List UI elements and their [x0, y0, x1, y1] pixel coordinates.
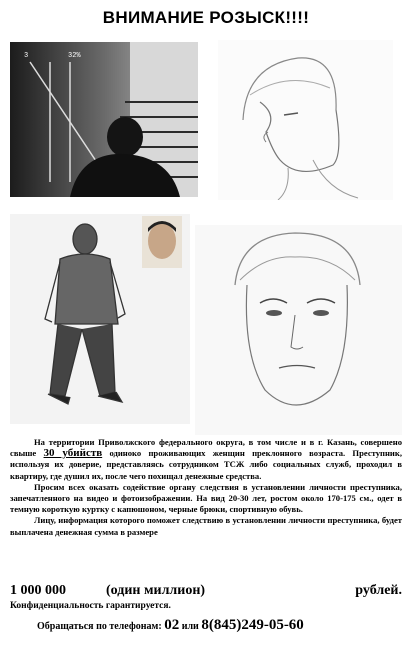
paragraph-appeal: Просим всех оказать содействие органу следствия в установлении личности преступника, запечатленного на видео и фотоизображении. На вид 20-30 лет, ростом около 170-175 см., одет в темную короткую куртку с капюшоном, черные брюки, спортивную обувь. [10, 481, 402, 515]
reward-amount: 1 000 000 [10, 583, 66, 598]
fullbody-sketch [10, 214, 190, 424]
crimes-text-b: одиноко проживающих женщин преклонного возраста. Преступник, используя их доверие, представляясь сотрудником ТСЖ либо социальных служб, проходил в квартиру, где душил их, после чего похищал денежные средства. [10, 448, 402, 481]
camera-number: 3 [24, 52, 29, 60]
zoom-level: 32% [68, 52, 81, 60]
reward-currency: рублей. [355, 583, 402, 598]
page-title: ВНИМАНИЕ РОЗЫСК!!!! [102, 8, 310, 27]
kill-count: 30 убийств [43, 447, 103, 460]
contact-joiner: или [181, 621, 199, 632]
contact-prefix: Обращаться по телефонам: [37, 621, 162, 632]
paragraph-reward: Лицу, информация которого поможет следствию в установлении личности преступника, будет выплачена денежная сумма в размере [10, 515, 402, 537]
crimes-text-a: На территории Приволжского федерального округа, в том числе и в г. Казань, совершено свыше [10, 437, 402, 459]
description-text [10, 437, 402, 538]
paragraph-crimes [10, 437, 402, 482]
profile-sketch [218, 40, 393, 200]
frontal-sketch [195, 225, 402, 435]
cctv-photo [10, 42, 198, 197]
contact-line [37, 617, 304, 634]
reward-words: (один миллион) [106, 583, 206, 598]
confidentiality-note: Конфиденциальность гарантируется. [10, 601, 171, 611]
phone-emergency: 02 [164, 617, 180, 633]
phone-number: 8(845)249-05-60 [201, 617, 304, 633]
